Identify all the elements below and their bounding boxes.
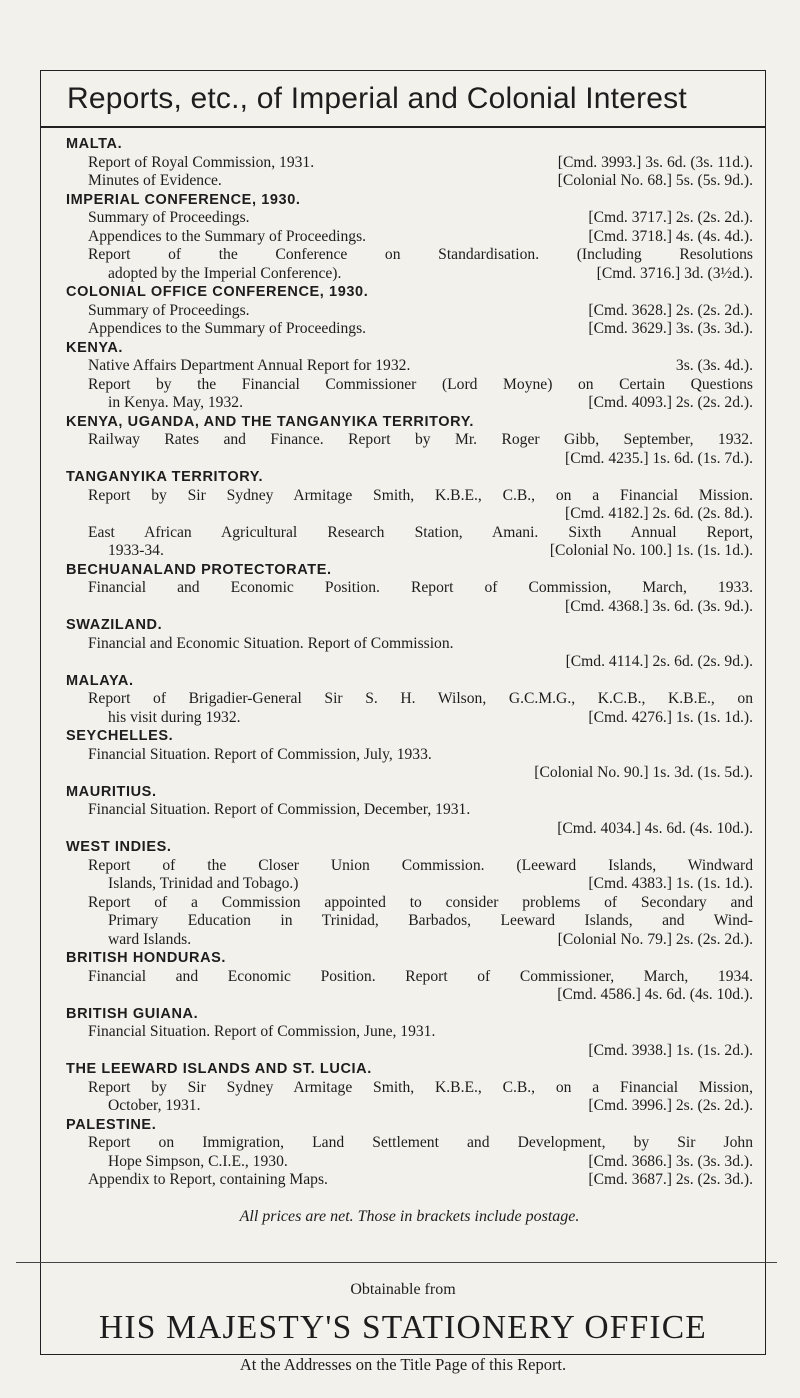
entry-line [88,172,753,191]
entry-title: Financial and Economic Position. Report of Commissioner, March, 1934. [88,967,753,985]
entry-title: Financial Situation. Report of Commission, June, 1931. [88,1023,436,1040]
entry-title: Hope Simpson, C.I.E., 1930. [108,1152,288,1170]
entry-line [88,542,753,561]
entry-title: in Kenya. May, 1932. [108,394,243,411]
entry-line [88,709,753,728]
entry-reference-price: [Cmd. 3687.] 2s. (2s. 3d.). [588,1171,753,1188]
entry-reference-price: [Cmd. 3993.] 3s. 6d. (3s. 11d.). [557,153,753,171]
entry-line [88,1153,753,1172]
entry-line [88,820,753,839]
entry-reference-price: 3s. (3s. 4d.). [675,357,753,374]
entry-title: Report of a Commission appointed to consider problems of Secondary and [88,893,753,911]
report-entry [66,579,753,616]
report-entry [66,968,753,1005]
report-entry [66,894,753,950]
report-entry [66,801,753,838]
entry-line [88,1171,753,1190]
report-entry [66,154,753,173]
entry-reference-price: [Cmd. 4586.] 4s. 6d. (4s. 10d.). [557,986,753,1003]
entry-title: Appendices to the Summary of Proceedings. [88,227,367,245]
entry-reference-price: [Colonial No. 100.] 1s. (1s. 1d.). [549,542,753,559]
entry-line [88,505,753,524]
page-frame [40,70,766,1374]
report-entry [66,857,753,894]
entry-line [88,986,753,1005]
entry-line [88,357,753,376]
section-heading: BECHUANALAND PROTECTORATE. [66,561,332,578]
report-list [41,128,765,1246]
entry-reference-price: [Cmd. 4034.] 4s. 6d. (4s. 10d.). [557,819,753,837]
entry-reference-price: [Cmd. 3938.] 1s. (1s. 2d.). [588,1041,753,1059]
entry-reference-price: [Cmd. 3716.] 3d. (3½d.). [596,264,753,282]
publisher-name: HIS MAJESTY'S STATIONERY OFFICE [99,1308,707,1346]
entry-title: Report by Sir Sydney Armitage Smith, K.B.E., C.B., on a Financial Mission, [88,1078,753,1096]
entry-title: Financial Situation. Report of Commission, July, 1933. [88,745,432,763]
section-heading: IMPERIAL CONFERENCE, 1930. [66,191,301,208]
price-note: All prices are net. Those in brackets include postage. [239,1207,580,1225]
entry-title: Primary Education in Trinidad, Barbados, Leeward Islands, and Wind- [108,912,753,929]
section-heading: COLONIAL OFFICE CONFERENCE, 1930. [66,284,369,300]
entry-title: Summary of Proceedings. [88,209,250,226]
section-heading: BRITISH HONDURAS. [66,950,227,966]
entry-title: Report on Immigration, Land Settlement and Development, by Sir John [88,1134,753,1151]
section-heading: PALESTINE. [66,1116,157,1133]
entry-line [88,1097,753,1116]
entry-title: Financial Situation. Report of Commission, December, 1931. [88,801,471,818]
entry-title: Appendices to the Summary of Proceedings. [88,320,367,337]
entry-reference-price: [Colonial No. 79.] 2s. (2s. 2d.). [557,930,753,948]
report-entry [66,746,753,783]
report-entry [66,1134,753,1171]
entry-title: East African Agricultural Research Station, Amani. Sixth Annual Report, [88,523,753,541]
entry-reference-price: [Cmd. 3686.] 3s. (3s. 3d.). [588,1152,753,1170]
entry-line [88,1042,753,1061]
entry-title: Financial and Economic Situation. Report of Commission. [88,634,454,652]
report-entry [66,302,753,321]
report-entry [66,690,753,727]
entry-reference-price: [Cmd. 4093.] 2s. (2s. 2d.). [588,394,753,411]
entry-title: Report of the Conference on Standardisation. (Including Resolutions [88,246,753,263]
divider [16,1262,777,1263]
entry-reference-price: [Cmd. 3629.] 3s. (3s. 3d.). [588,320,753,337]
section-heading: SWAZILAND. [66,617,163,633]
entry-reference-price: [Cmd. 4235.] 1s. 6d. (1s. 7d.). [565,449,753,467]
entry-line [88,394,753,413]
entry-title: Report of the Closer Union Commission. (Leeward Islands, Windward [88,856,753,874]
entry-line [88,875,753,894]
entry-title: ward Islands. [108,930,192,948]
section-heading: MALTA. [66,136,123,152]
entry-reference-price: [Cmd. 4368.] 3s. 6d. (3s. 9d.). [565,597,753,615]
entry-title: 1933-34. [108,542,164,559]
entry-line [88,302,753,321]
entry-line [88,450,753,469]
entry-line [88,209,753,228]
report-entry [66,320,753,339]
entry-title: October, 1931. [108,1097,201,1114]
section-heading: WEST INDIES. [66,839,172,855]
entry-title: Report of Brigadier-General Sir S. H. Wilson, G.C.M.G., K.C.B., K.B.E., on [88,690,753,707]
entry-title: his visit during 1932. [108,708,241,726]
obtainable-text: Obtainable from [350,1280,456,1298]
title-bar [41,71,765,128]
entry-title: adopted by the Imperial Conference). [108,264,342,282]
entry-title: Islands, Trinidad and Tobago.) [108,875,299,892]
report-entry [66,431,753,468]
report-entry [66,1023,753,1060]
section-heading: THE LEEWARD ISLANDS AND ST. LUCIA. [66,1061,372,1077]
section-heading: BRITISH GUIANA. [66,1005,199,1022]
entry-line [88,228,753,247]
report-entry [66,209,753,228]
entry-line [88,764,753,783]
entry-title: Native Affairs Department Annual Report for 1932. [88,357,411,374]
report-entry [66,246,753,283]
entry-reference-price: [Cmd. 3996.] 2s. (2s. 2d.). [588,1097,753,1114]
entry-title: Report by the Financial Commissioner (Lord Moyne) on Certain Questions [88,375,753,393]
section-heading: SEYCHELLES. [66,728,174,744]
section-heading: MAURITIUS. [66,783,157,800]
entry-line [88,931,753,950]
entry-line [88,154,753,173]
entry-line [88,598,753,617]
entry-reference-price: [Cmd. 4383.] 1s. (1s. 1d.). [588,875,753,892]
entry-title: Report by Sir Sydney Armitage Smith, K.B.E., C.B., on a Financial Mission. [88,486,753,504]
page-title: Reports, etc., of Imperial and Colonial Interest [67,81,687,115]
entry-reference-price: [Cmd. 4276.] 1s. (1s. 1d.). [588,708,753,726]
report-entry [66,1171,753,1190]
entry-reference-price: [Cmd. 3628.] 2s. (2s. 2d.). [588,301,753,319]
report-entry [66,1079,753,1116]
section-heading: KENYA. [66,339,124,356]
entry-line [88,265,753,284]
entry-reference-price: [Cmd. 4182.] 2s. 6d. (2s. 8d.). [565,505,753,522]
address-note: At the Addresses on the Title Page of this Report. [239,1354,567,1374]
entry-reference-price: [Cmd. 4114.] 2s. 6d. (2s. 9d.). [565,653,753,670]
entry-title: Report of Royal Commission, 1931. [88,153,315,171]
entry-line [88,653,753,672]
entry-reference-price: [Colonial No. 68.] 5s. (5s. 9d.). [557,172,753,189]
entry-title: Financial and Economic Position. Report of Commission, March, 1933. [88,579,753,596]
report-entry [66,228,753,247]
entry-line [88,320,753,339]
entry-title: Appendix to Report, containing Maps. [88,1171,328,1188]
report-entry [66,357,753,376]
report-entry [66,635,753,672]
report-entry [66,487,753,524]
section-heading: MALAYA. [66,672,134,689]
entry-title: Summary of Proceedings. [88,301,250,319]
entry-reference-price: [Cmd. 3717.] 2s. (2s. 2d.). [588,209,753,226]
entry-title: Railway Rates and Finance. Report by Mr. Roger Gibb, September, 1932. [88,431,753,448]
section-heading: KENYA, UGANDA, AND THE TANGANYIKA TERRITORY. [66,413,474,430]
report-entry [66,524,753,561]
entry-reference-price: [Cmd. 3718.] 4s. (4s. 4d.). [588,227,753,245]
report-entry [66,172,753,191]
section-heading: TANGANYIKA TERRITORY. [66,469,264,485]
footer [41,1281,765,1375]
entry-title: Minutes of Evidence. [88,172,222,189]
report-entry [66,376,753,413]
entry-reference-price: [Colonial No. 90.] 1s. 3d. (1s. 5d.). [534,764,753,781]
